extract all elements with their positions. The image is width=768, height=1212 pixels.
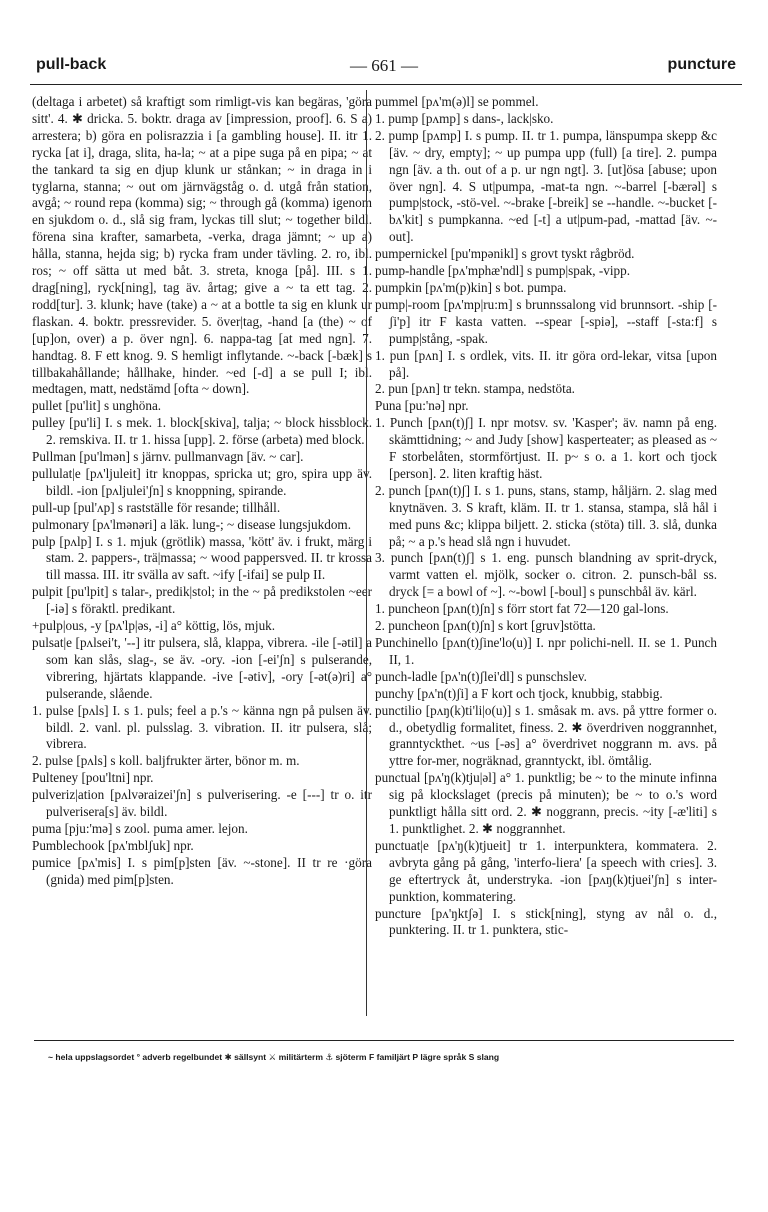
dictionary-entry: Punchinello [pʌn(t)ʃine'lo(u)] I. npr polichi-nell. II. se 1. Punch II, 1. [375,635,717,667]
dictionary-entry: Pullman [pu'lmən] s järnv. pullmanvagn [äv. ~ car]. [32,449,304,465]
dictionary-entry: 2. punch [pʌn(t)ʃ] I. s 1. puns, stans, stamp, håljärn. 2. slag med knytnäven. 3. S kraft, kläm. II. tr 1. stansa, stampa, slå hål i med puns &c; klippa biljett. 2. sticka (stöta) till. 3. slå, dunka på; ~ a p.'s head slå ngn i huvudet. [375,482,717,549]
dictionary-entry: pulveriz|ation [pʌlvəraizei'ʃn] s pulverisering. -e [---] tr o. itr pulverisera[s] äv. bildl. [32,787,372,820]
left-column [32,94,372,1014]
dictionary-entry: punch-ladle [pʌ'n(t)ʃlei'dl] s punschslev. [375,668,587,684]
dictionary-entry: +pulp|ous, -y [pʌ'lp|əs, -i] a° köttig, lös, mjuk. [32,618,276,634]
dictionary-entry: pump-handle [pʌ'mphæ'ndl] s pump|spak, -vipp. [375,263,630,279]
dictionary-entry: pumice [pʌ'mis] I. s pim[p]sten [äv. ~-stone]. II tr re ·göra (gnida) med pim[p]sten. [32,854,372,887]
dictionary-entry: 1. pulse [pʌls] I. s 1. puls; feel a p.'s ~ känna ngn på pulsen äv. bildl. 2. vanl. pl. pulsslag. 3. vibration. II. itr pulsera, slå; vibrera. [32,702,372,752]
right-column [375,94,717,1014]
column-divider [366,90,367,1016]
page-number: — 661 — [350,56,418,75]
dictionary-entry: (deltaga i arbetet) så kraftigt som rimligt-vis kan begäras, 'göra sitt'. 4. ✱ dricka. 5. boktr. draga av [impression, proof]. 6. S a) arrestera; b) göra en polisrazzia i [a gambling house]. II. itr 1. rycka [at i], draga, slita, ha-la; ~ at a pipe suga på en pipa; ~ at the tankard ta sig en djup klunk ur stånkan; ~ in draga in i tyglarna, stanna; ~ out om järnvägståg o. d. utgå från station, avgå; ~ round repa (komma) sig; ~ through gå (komma) igenom en sjukdom o. d., slå sig fram, lyckas till slut; ~ together bildl. förena sina krafter, samarbeta, -verka, draga jämnt; ~ up a) hålla, stanna, hejda sig; b) rycka fram under tävling. 2. ro, ibl. ros; ~ off sätta ut med båt. 3. streta, knoga [på]. III. s 1. drag[ning], ryck[ning], tag äv. årtag; give a ~ ta ett tag. 2. rodd[tur]. 3. klunk; have (take) a ~ at a bottle ta sig en klunk ur flaskan. 4. boktr. pressrevider. 5. över|tag, -hand [a (the) ~ of [up]on, over) a p. över ngn]. 6. nappa-tag [at med ngn]. 7. handtag. 8. F ett knog. 9. S hemligt inflytande. ~-back [-bæk] s tillbakahållande; hållhake, hinder. ~ed [-d] a se pull I; ibl. medtagen, matt, nedstämd [ofta ~ down]. [32,94,372,397]
dictionary-entry: pummel [pʌ'm(ə)l] se pommel. [375,94,539,109]
dictionary-entry: 2. pun [pʌn] tr tekn. stampa, nedstöta. [375,381,575,397]
dictionary-entry: puncture [pʌ'ŋktʃə] I. s stick[ning], styng av nål o. d., punktering. II. tr 1. punktera, stic- [375,905,717,938]
dictionary-entry: Pumblechook [pʌ'mblʃuk] npr. [32,837,194,853]
dictionary-entry: pumpkin [pʌ'm(p)kin] s bot. pumpa. [375,279,567,295]
dictionary-entry: 1. Punch [pʌn(t)ʃ] I. npr motsv. sv. 'Kasper'; äv. namn på eng. skämttidning; ~ and Judy [show] kasperteater; as pleased as ~ F storbelåten, stormförtjust. II. p~ s o. a 1. kort och tjock [person]. 2. liten kraftig häst. [375,415,717,481]
dictionary-entry: pulmonary [pʌ'lmənəri] a läk. lung-; ~ disease lungsjukdom. [32,516,351,532]
dictionary-entry: 1. pun [pʌn] I. s ordlek, vits. II. itr göra ord-lekar, vitsa [upon på]. [375,347,717,380]
right-running-head: puncture [667,56,736,73]
dictionary-entry: pump|-room [pʌ'mp|ru:m] s brunnssalong vid brunnsort. -ship [-ʃi'p] itr F kasta vatten. --spear [-spiə], --staff [-sta:f] s pump|stång, -spak. [375,296,717,346]
dictionary-entry: pull-up [pul'ʌp] s rastställe för resande; tillhåll. [32,499,281,515]
dictionary-entry: 2. puncheon [pʌn(t)ʃn] s kort [gruv]stötta. [375,618,596,634]
dictionary-entry: pulsat|e [pʌlsei't, '--] itr pulsera, slå, klappa, vibrera. -ile [-ətil] a som kan slås, slag-, se äv. -ory. -ion [-ei'ʃn] s pulserande, vibrering, hjärtats klappande. -ive [-ətiv], -ory [-ət(ə)ri] a° pulserande, slående. [32,635,372,701]
dictionary-entry: pulley [pu'li] I. s mek. 1. block[skiva], talja; ~ block hissblock. 2. remskiva. II. tr 1. hissa [upp]. 2. förse (arbeta) med block. [32,415,372,448]
abbreviation-legend: ~ hela uppslagsordet ° adverb regelbundet ✱ sällsynt ⚔ militärterm ⚓ sjöterm F familjärt P lägre språk S slang [48,1052,500,1062]
dictionary-entry: pulpit [pu'lpit] s talar-, predik|stol; in the ~ på predikstolen ~eer [-iə] s föraktl. predikant. [32,584,372,617]
dictionary-entry: pullulat|e [pʌ'ljuleit] itr knoppas, spricka ut; gro, spira upp äv. bildl. -ion [pʌljulei'ʃn] s knoppning, spirande. [32,465,372,498]
page-header [30,56,738,82]
footer-rule [34,1040,734,1041]
dictionary-entry: 2. pump [pʌmp] I. s pump. II. tr 1. pumpa, länspumpa skepp &c [äv. ~ dry, empty]; ~ up pumpa upp (full) [a tire]. 2. pumpa ngn [äv. a th. out of a p. ur ngn ngt]. 3. [ut]ösa [abuse; upon över ngn]. 4. S ut|pumpa, -mat-ta ngn. ~-barrel [-bærəl] s pump|stock, -stö-vel. ~-brake [-breik] se --handle. ~-bucket [-bʌ'kit] s pumpkanna. ~ed [-t] a ut|pum-pad, -mattad [äv. ~-out]. [375,127,717,245]
dictionary-entry: 3. punch [pʌn(t)ʃ] s 1. eng. punsch blandning av sprit-dryck, varmt vatten el. mjölk, socker o. citron. 2. punsch-bål ss. dryck [= a bowl of ~]. ~-bowl [-boul] s punschbål äv. kärl. [375,550,717,600]
left-running-head: pull-back [36,56,107,73]
dictionary-entry: Puna [pu:'nə] npr. [375,398,469,414]
dictionary-entry: pumpernickel [pu'mpənikl] s grovt tyskt rågbröd. [375,246,635,262]
header-rule [30,84,742,85]
dictionary-entry: punctuat|e [pʌ'ŋ(k)tjueit] tr 1. interpunktera, kommatera. 2. avbryta gång på gång, 'interfo-liera' [a speech with cries]. 3. ge eftertryck åt, understryka. -ion [pʌŋ(k)tjuei'ʃn] s inter-punktion, kommatering. [375,837,717,904]
dictionary-entry: punctilio [pʌŋ(k)ti'li|o(u)] s 1. småsak m. avs. på yttre former o. d., obetydlig formalitet, finess. 2. ✱ överdriven noggrannhet, granntyckthet. ~us [-əs] a° överdrivet noggrann m. avs. på yttre for-mer, nogräknad, granntyckt, ibl. ömtålig. [375,702,717,769]
dictionary-entry: punchy [pʌ'n(t)ʃi] a F kort och tjock, knubbig, stabbig. [375,685,663,701]
dictionary-entry: pulp [pʌlp] I. s 1. mjuk (grötlik) massa, 'kött' äv. i frukt, märg i stam. 2. pappers-, trä|massa; ~ wood pappersved. II. tr krossa till massa. III. itr svälla av saft. ~ify [-ifai] se pulp II. [32,533,372,583]
dictionary-entry: 1. puncheon [pʌn(t)ʃn] s förr stort fat 72—120 gal-lons. [375,601,669,617]
dictionary-entry: pullet [pu'lit] s unghöna. [32,398,162,414]
dictionary-entry: punctual [pʌ'ŋ(k)tju|əl] a° 1. punktlig; be ~ to the minute infinna sig på klockslaget (precis på minuten); be ~ to o.'s word punktligt hålla sitt ord. 2. ✱ noggrann, precis. ~ity [-æ'liti] s 1. punktlighet. 2. ✱ noggrannhet. [375,770,717,836]
dictionary-entry: 1. pump [pʌmp] s dans-, lack|sko. [375,110,554,126]
dictionary-entry: puma [pju:'mə] s zool. puma amer. lejon. [32,820,248,836]
dictionary-entry: Pulteney [pou'ltni] npr. [32,770,154,786]
dictionary-entry: 2. pulse [pʌls] s koll. baljfrukter ärter, bönor m. m. [32,753,300,769]
